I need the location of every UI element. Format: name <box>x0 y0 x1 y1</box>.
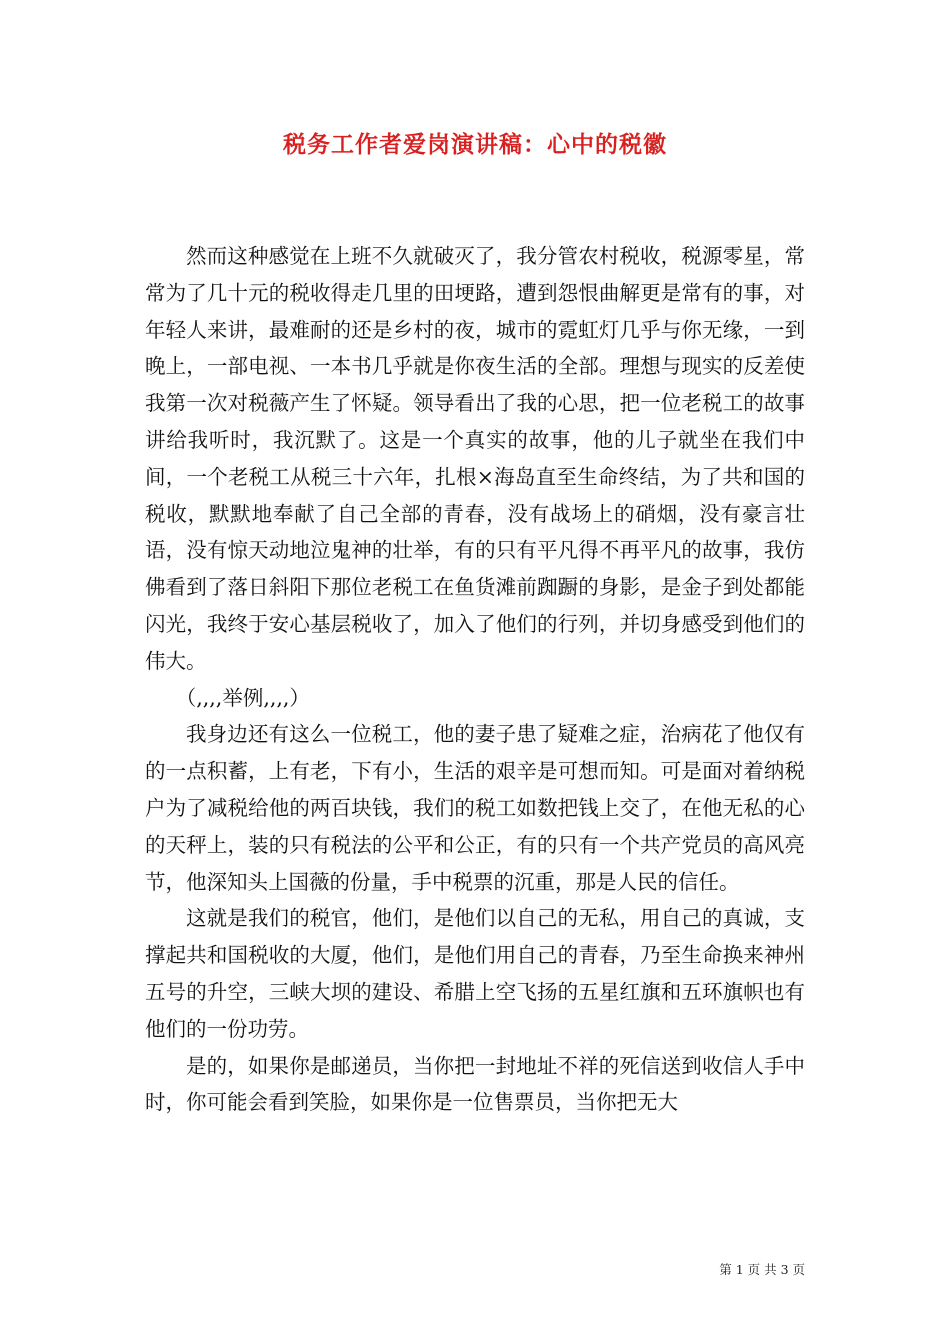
paragraph-example-note: （,,,,举例,,,,） <box>175 685 310 710</box>
page-number-footer: 第 1 页 共 3 页 <box>719 1262 805 1277</box>
paragraph-4: 是的，如果你是邮递员，当你把一封地址不祥的死信送到收信人手中时，你可能会看到笑脸，如果你是一位售票员，当你把无大 <box>145 1053 805 1115</box>
paragraph-2: 我身边还有这么一位税工，他的妻子患了疑难之症，治病花了他仅有的一点积蓄，上有老，下有小，生活的艰辛是可想而知。可是面对着纳税户为了减税给他的两百块钱，我们的税工如数把钱上交了，在他无私的心的天秤上，装的只有税法的公平和公正，有的只有一个共产党员的高风亮节，他深知头上国薇的份量，手中税票的沉重，那是人民的信任。 <box>145 722 805 894</box>
document-title: 税务工作者爱岗演讲稿：心中的税徽 <box>283 131 667 158</box>
paragraph-1: 然而这种感觉在上班不久就破灭了，我分管农村税收，税源零星，常常为了几十元的税收得走几里的田埂路，遭到怨恨曲解更是常有的事，对年轻人来讲，最难耐的还是乡村的夜，城市的霓虹灯几乎与你无缘，一到晚上，一部电视、一本书几乎就是你夜生活的全部。理想与现实的反差使我第一次对税薇产生了怀疑。领导看出了我的心思，把一位老税工的故事讲给我听时，我沉默了。这是一个真实的故事，他的儿子就坐在我们中间，一个老税工从税三十六年，扎根×海岛直至生命终结，为了共和国的税收，默默地奉献了自己全部的青春，没有战场上的硝烟，没有豪言壮语，没有惊天动地泣鬼神的壮举，有的只有平凡得不再平凡的故事，我仿佛看到了落日斜阳下那位老税工在鱼货滩前踟蹰的身影，是金子到处都能闪光，我终于安心基层税收了，加入了他们的行列，并切身感受到他们的伟大。 <box>145 244 805 673</box>
document-body <box>145 238 805 1121</box>
paragraph-3: 这就是我们的税官，他们，是他们以自己的无私，用自己的真诚，支撑起共和国税收的大厦，他们，是他们用自己的青春，乃至生命换来神州五号的升空，三峡大坝的建设、希腊上空飞扬的五星红旗和五环旗帜也有他们的一份功劳。 <box>145 906 805 1041</box>
